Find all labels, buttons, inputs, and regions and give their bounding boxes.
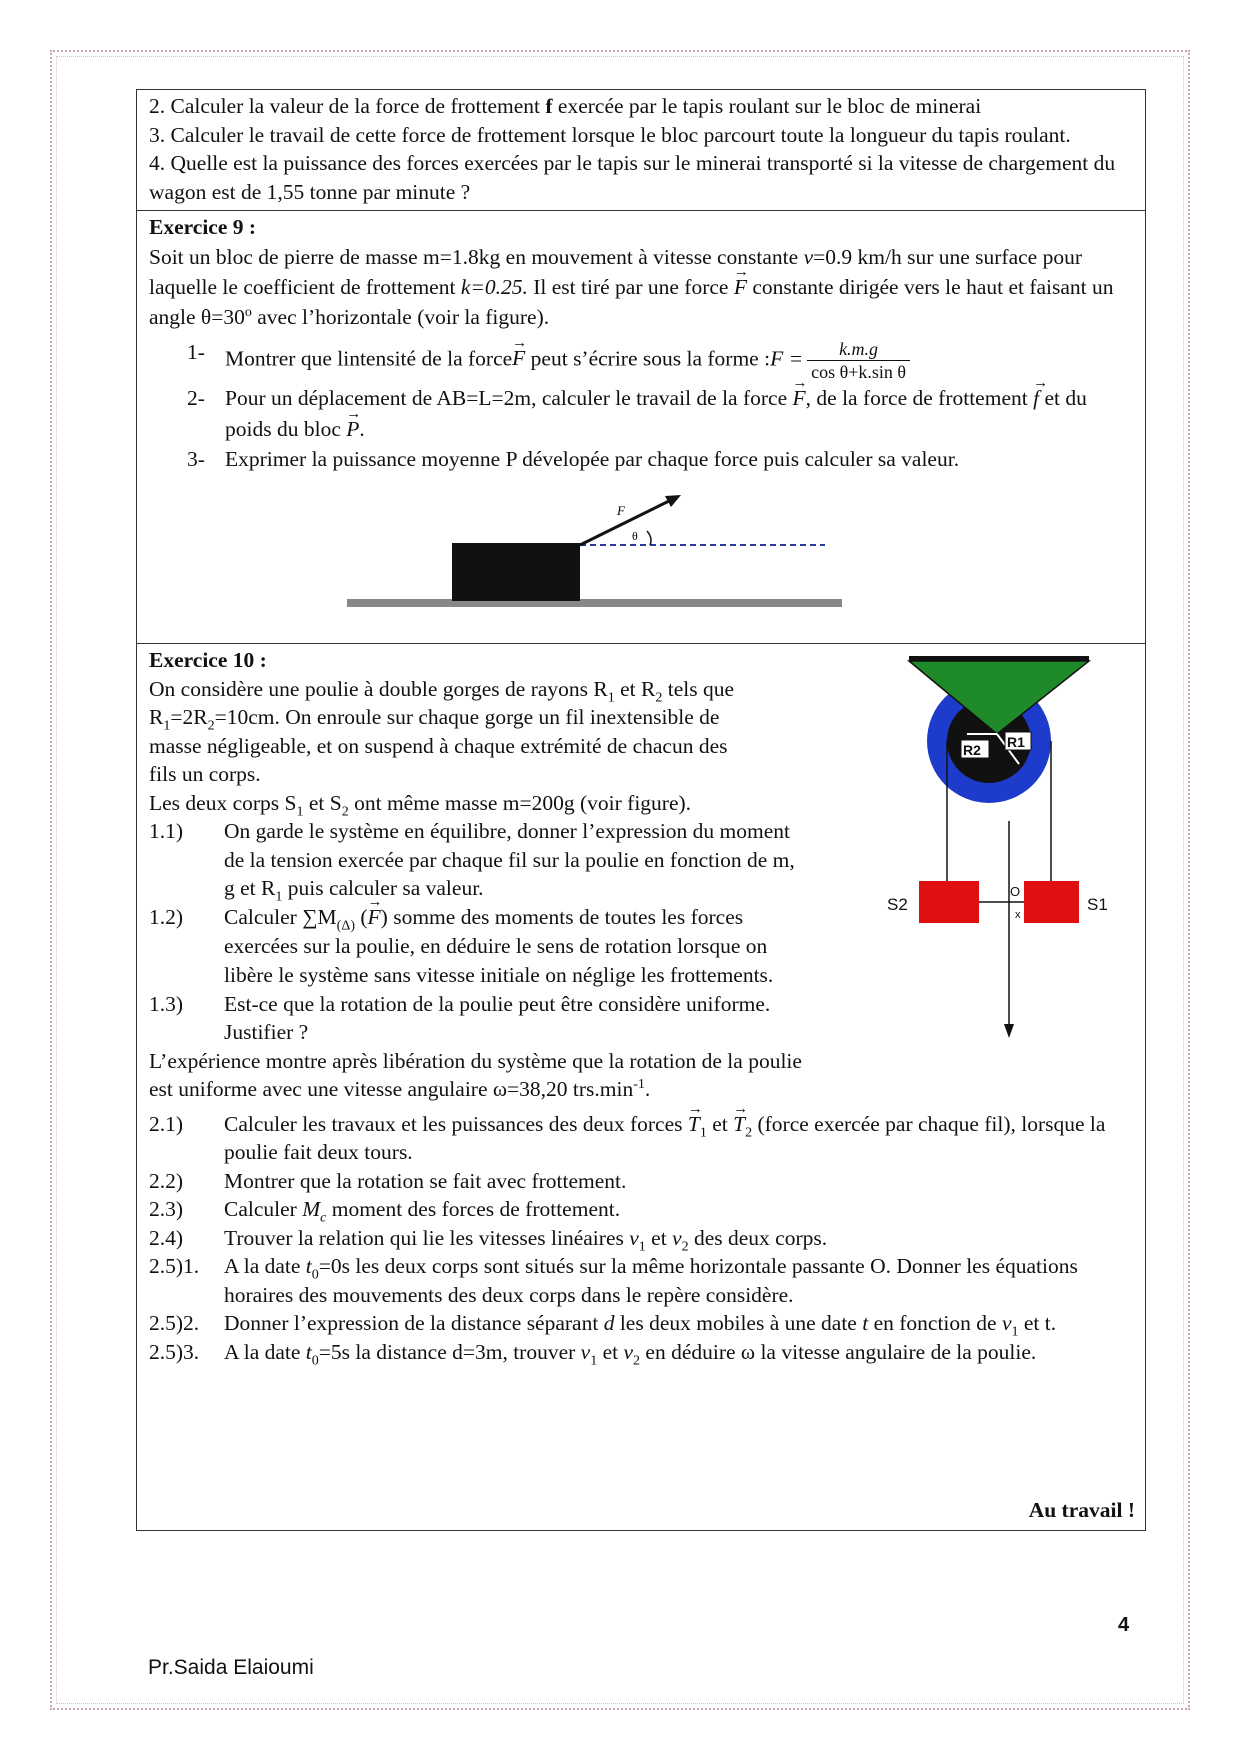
s2-label: S2 [887,895,908,914]
exercise-9-q2: 2- Pour un déplacement de AB=L=2m, calculer le travail de la force → F, de la force de frottement → f et du poids du bloc → P. [149,383,1135,445]
exercise-9-intro: Soit un bloc de pierre de masse m=1.8kg en mouvement à vitesse constante v=0.9 km/h sur une surface pour laquelle le coefficient de frottement k=0.25. Il est tiré par une force → F constante dirigée vers le haut et faisant un angle $\theta=30^o$ avec l’horizontale (voir la figure). [149,242,1135,332]
x-axis-arrow [1004,1024,1014,1038]
exercise-10-q2-5-1: 2.5)1. A la date $t_0=0s$ les deux corps sont situés sur la même horizontale passante O. Donner les équations horaires des mouvements des deux corps dans le repère considère. [149,1254,1078,1307]
exercise-10-q1-2: 1.2) Calculer $\sum M_{(\Delta)}$ (→ F) somme des moments de toutes les forces exercées sur la poulie, en déduire le sens de rotation lorsque on libère le système sans vitesse initiale on néglige les frottements. [149,903,809,990]
exercise-10-intro: On considère une poulie à double gorges de rayons $R_1$ et $R_2$ tels que $R_1=2R_2=10cm$. On enroule sur chaque gorge un fil inextensible de masse négligeable, et on suspend à chaque extrémité de chacun des fils un corps. Les deux corps $S_1$ et $S_2$ ont même masse m=200g (voir figure). 1.1) On garde le système en équilibre, donner l’expression du moment de la tension exercée par chaque fil sur la poulie en fonction de m, g et $R_1$ puis calculer sa valeur. 1.2) Calculer $\sum M_{(\Delta)}$ (→ F) somme des moments de toutes les forces exercées sur la poulie, en déduire le sens de rotation lorsque on libère le système sans vitesse initiale on néglige les frottements. 1.3) Est-ce que la rotation de la poulie peut être considère uniforme. Justifier ? L’expérience montre après libération du système que la rotation de la poulie est uniforme avec une vitesse angulaire ω=38,20 $trs.\min^{-1}$. [149,675,809,1104]
x-label: x [1015,909,1021,921]
force-formula: $\frac{k.m.g}{\text{cos θ+k.sin θ}}$ [807,338,910,383]
prev-question-2: 2. Calculer la valeur de la force de frottement f exercée par le tapis roulant sur le bloc de minerai [149,94,982,118]
theta-label: θ [632,529,638,543]
stone-block [452,543,580,601]
exercise-9-q1: 1- Montrer que lintensité de la force→ F peut s’écrire sous la forme :F = $\frac{k.m.g}{\text{cos θ+k.sin θ}}$ [149,338,1135,383]
exercise-10-title: Exercice 10 : [149,648,267,672]
author-footer: Pr.Saida Elaioumi [148,1656,314,1679]
mass-s2 [919,881,979,923]
exercise-sheet [136,89,1146,1531]
exercise-10-q2-5-3: 2.5)3. A la date $t_0=5s$ la distance d=3m, trouver $v_1$ et $v_2$ en déduire ω la vitesse angulaire de la poulie. [149,1339,1037,1368]
exercise-10-q2-1: 2.1) Calculer les travaux et les puissances des deux forces → $T_1$ et → $T_2$ (force exercée par chaque fil), lorsque la poulie fait deux tours. [149,1110,1135,1167]
exercise-10-box [136,643,1146,1531]
exercise-10-q1-3: 1.3) Est-ce que la rotation de la poulie peut être considère uniforme. Justifier ? [149,991,771,1044]
force-label: F [617,503,625,518]
theta-arc [647,531,651,545]
ground-surface [347,599,842,607]
r2-label: R2 [963,742,981,758]
exercise-10-q2-5-2: 2.5)2. Donner l’expression de la distance séparant d les deux mobiles à une date t en fonction de $v_1$ et t. [149,1311,1057,1340]
prev-question-3: 3. Calculer le travail de cette force de frottement lorsque le bloc parcourt toute la longueur du tapis roulant. [149,122,1071,147]
exercise-10-q2-2: 2.2) Montrer que la rotation se fait avec frottement. [149,1168,627,1193]
exercise-10-q2-4: 2.4) Trouver la relation qui lie les vitesses linéaires $v_1$ et $v_2$ des deux corps. [149,1225,828,1254]
page-number: 4 [1118,1614,1130,1636]
prev-question-4: 4. Quelle est la puissance des forces exercées par le tapis sur le minerai transporté si la vitesse de chargement du wagon est de 1,55 tonne par minute ? [149,151,1116,204]
exercise-9-box [136,210,1146,643]
r1-label: R1 [1007,734,1025,750]
origin-label: O [1010,884,1021,899]
closing-text: Au travail ! [1028,1497,1135,1522]
exercise-9-q3: 3- Exprimer la puissance moyenne P dévelopée par chaque force puis calculer sa valeur. [187,446,960,471]
exercise-10-q1-1: 1.1) On garde le système en équilibre, donner l’expression du moment de la tension exercée par chaque fil sur la poulie en fonction de m, g et $R_1$ puis calculer sa valeur. [149,819,795,905]
exercise-10-q2-3: 2.3) Calculer $M_c$ moment des forces de frottement. [149,1197,621,1226]
exercise-10-observation: L’expérience montre après libération du système que la rotation de la poulie est uniforme avec une vitesse angulaire ω=38,20 $trs.\min^{-1}$. [149,1048,802,1101]
block-force-figure [347,491,867,626]
s1-label: S1 [1087,895,1108,914]
previous-exercise-box [136,89,1146,210]
exercise-9-title: Exercice 9 : [149,215,257,239]
pulley-figure [887,656,1109,1076]
mass-s1 [1024,881,1079,923]
